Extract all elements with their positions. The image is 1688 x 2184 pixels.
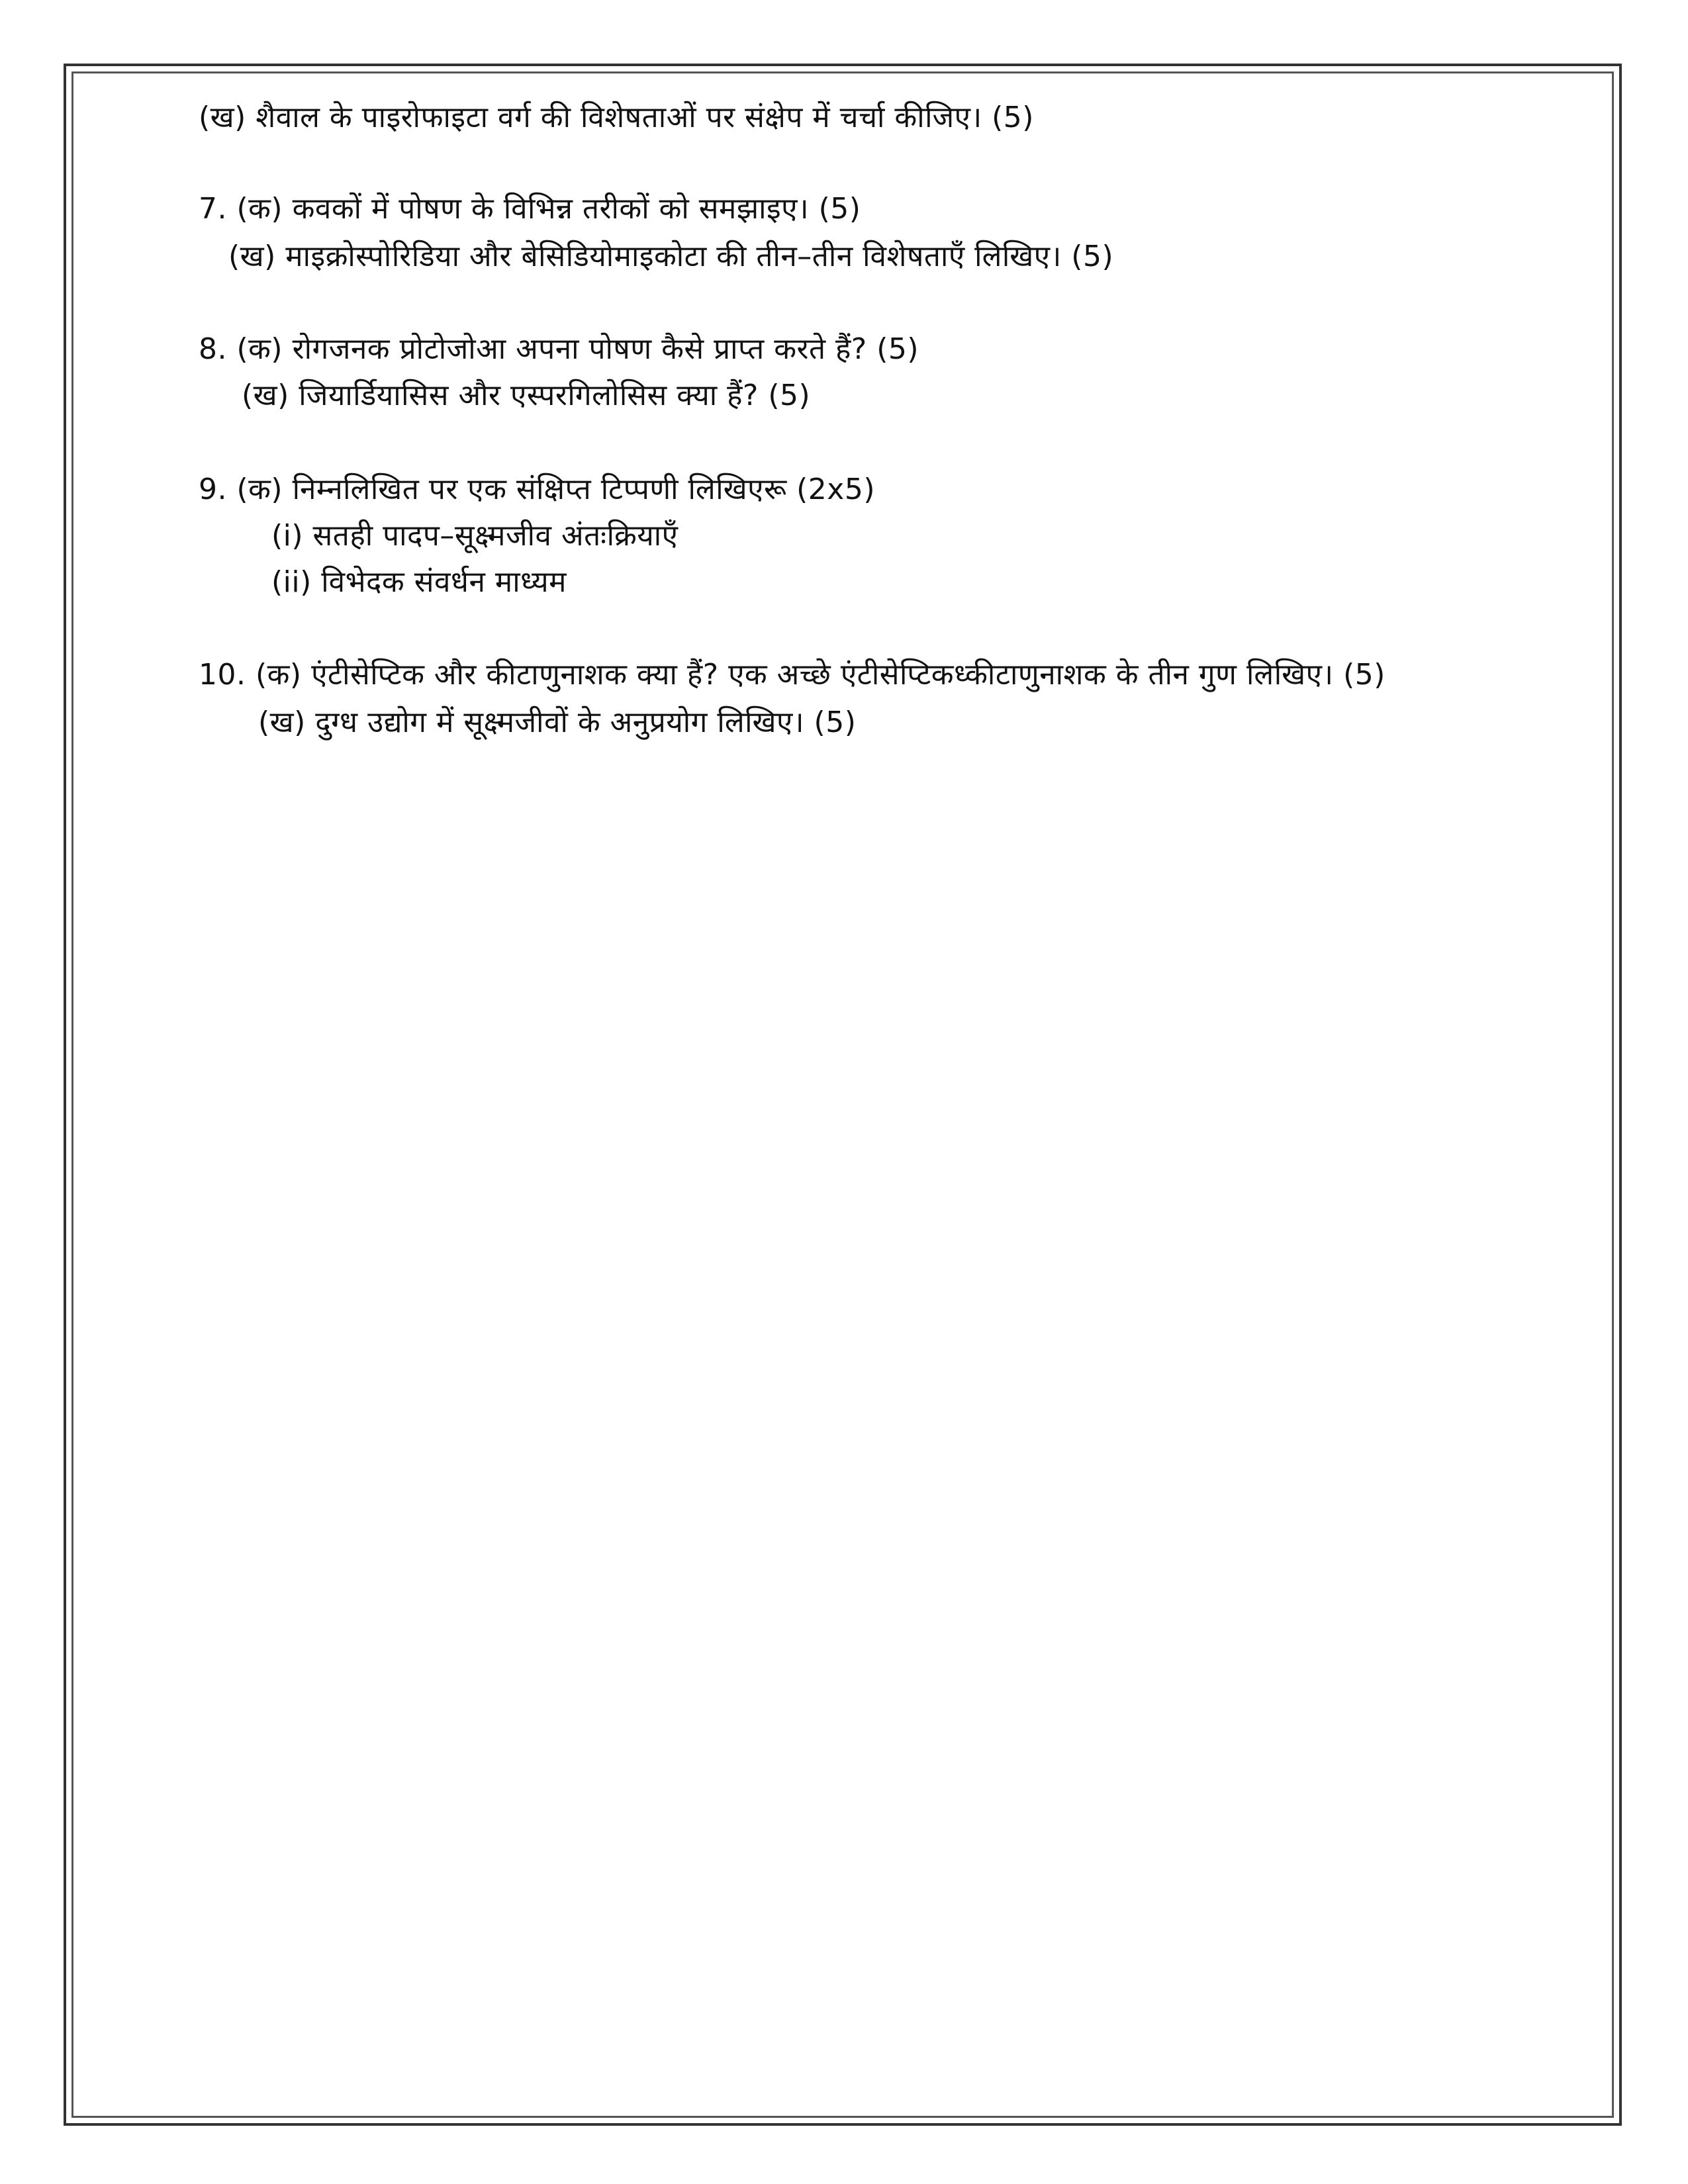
question-9a: 9. (क) निम्नलिखित पर एक संक्षिप्त टिप्पणी लिखिएरू (2x5) bbox=[199, 473, 876, 506]
question-8b: (ख) जियार्डियासिस और एस्परगिलोसिस क्या हैं? (5) bbox=[242, 379, 811, 412]
question-10a: 10. (क) एंटीसेप्टिक और कीटाणुनाशक क्या हैं? एक अच्छे एंटीसेप्टिकध्कीटाणुनाशक के तीन गुण लिखिए। (5) bbox=[199, 658, 1385, 692]
question-9-item-i: (i) सतही पादप–सूक्ष्मजीव अंतःक्रियाएँ bbox=[271, 519, 679, 553]
question-6b: (ख) शैवाल के पाइरोफाइटा वर्ग की विशेषताओं पर संक्षेप में चर्चा कीजिए। (5) bbox=[199, 101, 1034, 134]
question-8a: 8. (क) रोगजनक प्रोटोजोआ अपना पोषण कैसे प्राप्त करते हैं? (5) bbox=[199, 332, 919, 366]
question-10b: (ख) दुग्ध उद्योग में सूक्ष्मजीवों के अनुप्रयोग लिखिए। (5) bbox=[258, 705, 857, 739]
question-9-item-ii: (ii) विभेदक संवर्धन माध्यम bbox=[271, 565, 567, 599]
question-7a: 7. (क) कवकों में पोषण के विभिन्न तरीकों को समझाइए। (5) bbox=[199, 192, 861, 226]
question-7b: (ख) माइक्रोस्पोरिडिया और बेसिडियोमाइकोटा की तीन–तीन विशेषताएँ लिखिए। (5) bbox=[228, 240, 1114, 273]
